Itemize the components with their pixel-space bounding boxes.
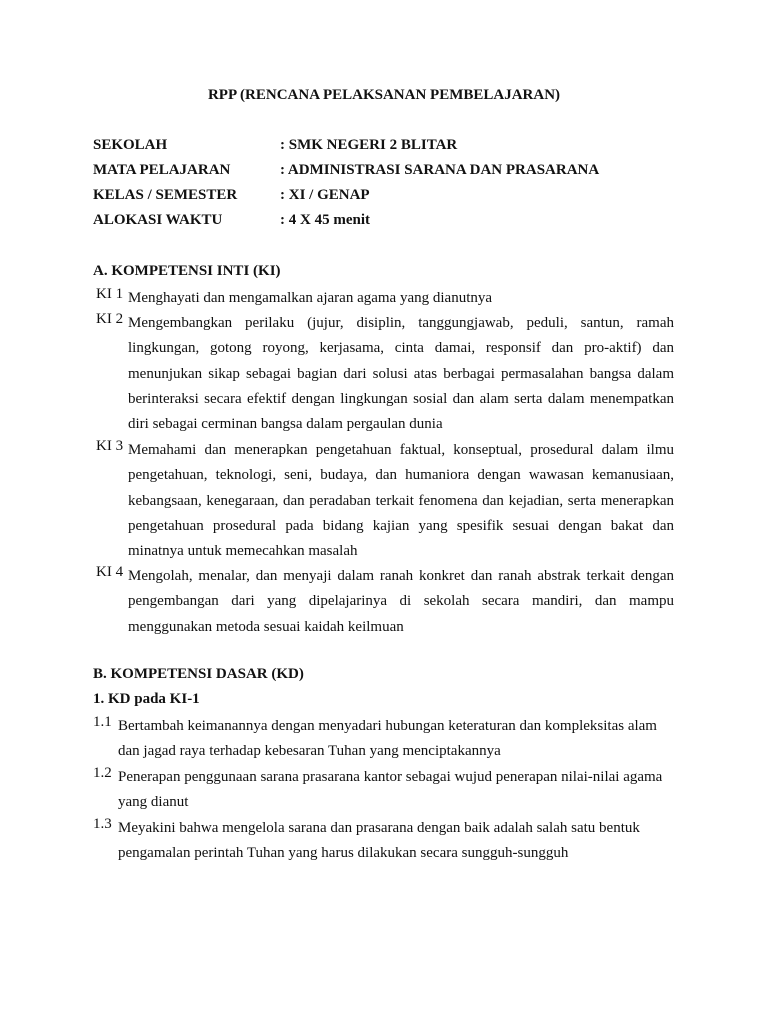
- ki-text: Memahami dan menerapkan pengetahuan faktual, konseptual, prosedural dalam ilmu pengetahuan, teknologi, seni, budaya, dan humaniora dengan wawasan kemanusiaan, kebangsaan, kenegaraan, dan peradaban terkait fenomena dan kejadian, serta menerapkan pengetahuan prosedural pada bidang kajian yang spesifik sesuai dengan bakat dan minatnya untuk memecahkan masalah: [128, 442, 674, 560]
- section-a-heading: A. KOMPETENSI INTI (KI): [93, 263, 281, 279]
- ki-number: KI 3: [96, 438, 124, 454]
- section-b-subheading: 1. KD pada KI-1: [93, 691, 200, 707]
- ki-item: [96, 311, 674, 437]
- section-b-heading: B. KOMPETENSI DASAR (KD): [93, 666, 304, 682]
- kd-text: Meyakini bahwa mengelola sarana dan prasarana dengan baik adalah salah satu bentuk pengamalan perintah Tuhan yang harus dilakukan secara sungguh-sungguh: [118, 820, 640, 862]
- kd-item: [93, 816, 675, 867]
- info-value: : XI / GENAP: [280, 187, 370, 203]
- kd-item: [93, 765, 675, 816]
- kd-number: 1.1: [93, 714, 112, 730]
- kd-text: Penerapan penggunaan sarana prasarana kantor sebagai wujud penerapan nilai-nilai agama yang dianut: [118, 769, 663, 811]
- info-label: SEKOLAH: [93, 137, 168, 153]
- info-value: : ADMINISTRASI SARANA DAN PRASARANA: [280, 162, 600, 178]
- ki-item: [96, 564, 674, 640]
- kd-number: 1.2: [93, 765, 112, 781]
- info-label: ALOKASI WAKTU: [93, 212, 223, 228]
- ki-number: KI 4: [96, 564, 124, 580]
- ki-number: KI 1: [96, 286, 124, 302]
- ki-item: [96, 286, 674, 311]
- info-value: : 4 X 45 menit: [280, 212, 370, 228]
- info-value: : SMK NEGERI 2 BLITAR: [280, 137, 458, 153]
- document-title: RPP (RENCANA PELAKSANAN PEMBELAJARAN): [207, 87, 561, 103]
- ki-item: [96, 438, 674, 564]
- info-label: KELAS / SEMESTER: [93, 187, 238, 203]
- kd-text: Bertambah keimanannya dengan menyadari hubungan keteraturan dan kompleksitas alam dan jagad raya terhadap kebesaran Tuhan yang menciptakannya: [118, 718, 657, 760]
- ki-text: Mengolah, menalar, dan menyaji dalam ranah konkret dan ranah abstrak terkait dengan pengembangan dari yang dipelajarinya di sekolah secara mandiri, dan mampu menggunakan metoda sesuai kaidah keilmuan: [128, 568, 674, 635]
- info-label: MATA PELAJARAN: [93, 162, 231, 178]
- ki-text: Menghayati dan mengamalkan ajaran agama yang dianutnya: [128, 290, 493, 306]
- ki-number: KI 2: [96, 311, 124, 327]
- kd-number: 1.3: [93, 816, 112, 832]
- ki-text: Mengembangkan perilaku (jujur, disiplin, tanggungjawab, peduli, santun, ramah lingkungan, gotong royong, kerjasama, cinta damai, responsif dan pro-aktif) dan menunjukan sikap sebagai bagian dari solusi atas berbagai permasalahan bangsa dalam berinteraksi secara efektif dengan lingkungan sosial dan alam serta dalam menempatkan diri sebagai cerminan bangsa dalam pergaulan dunia: [128, 315, 674, 433]
- kd-item: [93, 714, 675, 765]
